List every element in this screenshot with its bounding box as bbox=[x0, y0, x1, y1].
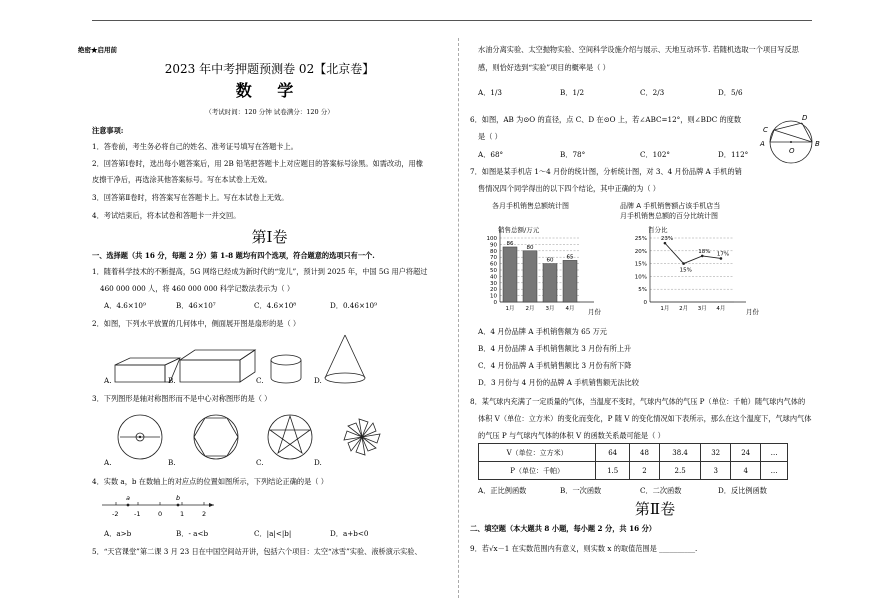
line-chart-xlabel: 月份 bbox=[746, 308, 759, 316]
table-cell: 3 bbox=[701, 462, 731, 480]
label-a: A bbox=[760, 140, 765, 148]
y-tick-label: 70 bbox=[490, 255, 497, 262]
q8-option-d: D．反比例函数 bbox=[718, 486, 767, 495]
q1-option-c: C．4.6×10⁸ bbox=[254, 301, 297, 310]
line-chart bbox=[620, 198, 770, 320]
q6-option-a: A．68° bbox=[478, 150, 504, 159]
shape-c-circle bbox=[268, 415, 312, 459]
q7-option-a: A．4 月份品牌 A 手机销售额为 65 万元 bbox=[478, 327, 607, 336]
point-a bbox=[127, 504, 130, 507]
x-tick-label: 1月 bbox=[660, 306, 670, 312]
q2-option-b: B. bbox=[168, 376, 176, 385]
y-tick-label: 30 bbox=[490, 280, 497, 287]
q8-option-c: C．二次函数 bbox=[640, 486, 682, 495]
label-b: b bbox=[176, 494, 181, 502]
q6-option-b: B．78° bbox=[560, 150, 586, 159]
table-cell: 64 bbox=[596, 444, 630, 462]
label-b: B bbox=[815, 140, 820, 148]
q3-option-b: B. bbox=[168, 458, 176, 467]
point-value-label: 18% bbox=[698, 248, 711, 255]
y-tick-label: 60 bbox=[490, 261, 497, 268]
number-line-figure bbox=[102, 494, 222, 520]
x-tick-label: 3月 bbox=[697, 306, 707, 312]
q4-option-d: D．a+b<0 bbox=[330, 529, 369, 538]
q4-option-c: C．|a|<|b| bbox=[254, 529, 292, 538]
table-cell: 2.5 bbox=[660, 462, 701, 480]
bar-chart bbox=[470, 198, 610, 320]
shape-c-star bbox=[270, 416, 310, 453]
data-point bbox=[720, 257, 723, 260]
note-2: 2．回答第Ⅰ卷时，选出每小题答案后，用 2B 铅笔把答题卡上对应题目的答案标号涂黑。如需改动，用橡 bbox=[92, 159, 423, 168]
bar-chart-ylabel: 销售总额/万元 bbox=[498, 226, 540, 234]
section1-heading: 一、选择题（共 16 分，每题 2 分）第 1-8 题均有四个选项，符合题意的选项只有一个. bbox=[92, 251, 375, 260]
cuboid-front bbox=[180, 360, 240, 382]
table-cell: 24 bbox=[731, 444, 761, 462]
y-tick-label: 20 bbox=[490, 287, 497, 294]
q2-option-d: D. bbox=[314, 376, 322, 385]
bar-value-label: 65 bbox=[566, 254, 574, 261]
q7-line1: 7．如图是某手机店 1～4 月份的统计图，分析统计图，对 3、4 月份品牌 A 手机的销 bbox=[470, 167, 742, 176]
label-a: a bbox=[126, 494, 130, 502]
q3-option-d: D. bbox=[314, 458, 322, 467]
table-cell: … bbox=[761, 444, 788, 462]
q1-option-d: D．0.46×10⁹ bbox=[330, 301, 378, 310]
label-c: C bbox=[763, 126, 768, 134]
q2-option-c: C. bbox=[256, 376, 264, 385]
label-d: D bbox=[802, 114, 808, 122]
y-tick-label: 40 bbox=[490, 274, 497, 281]
q5-option-c: C．2/3 bbox=[640, 88, 665, 97]
table-cell: V（单位：立方米） bbox=[479, 444, 596, 462]
note-3: 3．回答第Ⅱ卷时，将答案写在答题卡上。写在本试卷上无效。 bbox=[92, 193, 289, 202]
bar bbox=[543, 264, 557, 302]
table-cell: … bbox=[761, 462, 788, 480]
table-row bbox=[479, 462, 788, 480]
column-divider bbox=[458, 38, 459, 598]
table-cell: P（单位：千帕） bbox=[479, 462, 596, 480]
y-tick-label: 10 bbox=[490, 293, 497, 300]
point-value-label: 15% bbox=[679, 267, 692, 274]
line-chart-title-1: 品牌 A 手机销售额占该手机店当 bbox=[620, 202, 721, 210]
cone-left bbox=[325, 335, 345, 378]
table-cell: 48 bbox=[630, 444, 660, 462]
point-value-label: 23% bbox=[660, 236, 674, 243]
table-row bbox=[479, 444, 788, 462]
note-1: 1．答卷前，考生务必将自己的姓名、准考证号填写在答题卡上。 bbox=[92, 142, 298, 151]
subject-title: 数 学 bbox=[235, 81, 304, 100]
q6-option-d: D．112° bbox=[718, 150, 749, 159]
y-tick-label: 100 bbox=[486, 236, 497, 242]
notes-title: 注意事项: bbox=[92, 126, 124, 135]
y-tick-label: 15% bbox=[634, 261, 647, 268]
bar-value-label: 80 bbox=[526, 244, 534, 251]
y-tick-label: 10% bbox=[634, 274, 647, 281]
q8-line3: 的气压 P 与气球内气体的体积 V 的函数关系最可能是（ ） bbox=[478, 431, 665, 440]
q7-option-b: B．4 月份品牌 A 手机销售额比 3 月份有所上升 bbox=[478, 344, 632, 353]
bar bbox=[523, 251, 537, 302]
y-tick-label: 0 bbox=[493, 300, 497, 306]
x-tick-label: 3月 bbox=[545, 306, 555, 312]
y-tick-label: 5% bbox=[638, 287, 647, 294]
exam-info: （考试时间：120 分钟 试卷满分：120 分） bbox=[205, 108, 334, 116]
tick-0: 0 bbox=[158, 510, 163, 518]
table-cell: 38.4 bbox=[660, 444, 701, 462]
part2-title: 第Ⅱ卷 bbox=[634, 500, 676, 518]
header-rule bbox=[92, 20, 812, 21]
label-o: O bbox=[789, 147, 795, 155]
q5-line2: 水油分离实验、太空抛物实验、空间科学设施介绍与展示、天地互动环节. 若随机选取一个项目写反思 bbox=[478, 45, 799, 54]
q5-line3: 感，则恰好选到“实验”项目的概率是（ ） bbox=[478, 63, 610, 72]
y-tick-label: 20% bbox=[634, 248, 647, 255]
q6-line2: 是（ ） bbox=[478, 132, 502, 141]
y-tick-label: 90 bbox=[490, 242, 497, 249]
note-4: 4．考试结束后，将本试卷和答题卡一并交回。 bbox=[92, 211, 241, 220]
prism-front bbox=[115, 365, 165, 382]
table-cell: 4 bbox=[731, 462, 761, 480]
q8-option-a: A．正比例函数 bbox=[478, 486, 527, 495]
data-point bbox=[701, 255, 704, 258]
q4-stem: 4．实数 a，b 在数轴上的对应点的位置如图所示，下列结论正确的是（ ） bbox=[92, 477, 328, 486]
x-tick-label: 4月 bbox=[716, 306, 726, 312]
tick-neg2: -2 bbox=[112, 510, 119, 518]
note-2b: 皮擦干净后，再选涂其他答案标号。写在本试卷上无效。 bbox=[92, 175, 272, 184]
q2-option-a: A. bbox=[104, 376, 112, 385]
y-tick-label: 25% bbox=[634, 236, 647, 242]
x-tick-label: 1月 bbox=[505, 306, 515, 312]
q3-option-a: A. bbox=[104, 458, 112, 467]
bar bbox=[563, 260, 577, 302]
q3-option-c: C. bbox=[256, 458, 264, 467]
q3-stem: 3．下列图形是轴对称图形而不是中心对称图形的是（ ） bbox=[92, 394, 272, 403]
q1-option-b: B．46×10⁷ bbox=[176, 301, 216, 310]
q1-line1: 1．随着科学技术的不断提高，5G 网络已经成为新时代的“宠儿”，预计到 2025 年，中国 5G 用户将超过 bbox=[92, 267, 428, 276]
shape-b-circle bbox=[194, 415, 238, 459]
q4-option-b: B．- a<b bbox=[176, 529, 209, 538]
q9-stem: 9．若√x－1 在实数范围内有意义，则实数 x 的取值范围是 __________. bbox=[470, 544, 698, 553]
data-point bbox=[682, 262, 685, 265]
line-chart-ylabel: 百分比 bbox=[648, 226, 668, 234]
q5-option-a: A．1/3 bbox=[478, 88, 502, 97]
q5-option-b: B．1/2 bbox=[560, 88, 585, 97]
x-tick-label: 2月 bbox=[679, 306, 689, 312]
cylinder-top bbox=[271, 355, 301, 365]
secret-mark: 绝密★启用前 bbox=[78, 46, 117, 54]
y-tick-label: 80 bbox=[490, 248, 497, 255]
q8-line1: 8．某气球内充满了一定质量的气体，当温度不变时，气球内气体的气压 P（单位：千帕）随气球内气体的 bbox=[470, 397, 806, 406]
tick-2: 2 bbox=[202, 510, 207, 518]
q8-table bbox=[478, 443, 788, 480]
y-tick-label: 50 bbox=[490, 268, 497, 274]
tick-neg1: -1 bbox=[134, 510, 141, 518]
bar-chart-xlabel: 月份 bbox=[588, 308, 601, 316]
q2-stem: 2．如图，下列水平放置的几何体中，侧面展开图是扇形的是（ ） bbox=[92, 319, 301, 328]
q8-line2: 体积 V（单位：立方米）的变化而变化，P 随 V 的变化情况如下表所示，那么在这个温度下，气球内气体 bbox=[478, 414, 812, 423]
table-cell: 32 bbox=[701, 444, 731, 462]
q6-circle-figure bbox=[758, 108, 828, 160]
table-cell: 1.5 bbox=[596, 462, 630, 480]
bar-chart-title: 各月手机销售总额统计图 bbox=[492, 202, 569, 210]
bar-value-label: 86 bbox=[506, 240, 514, 247]
cuboid-side bbox=[240, 350, 255, 382]
x-tick-label: 2月 bbox=[525, 306, 535, 312]
q7-line2: 售情况四个同学得出的以下四个结论，其中正确的为（ ） bbox=[478, 184, 660, 193]
line-chart-title-2: 月手机销售总额的百分比统计图 bbox=[620, 212, 718, 220]
bar-value-label: 60 bbox=[546, 257, 554, 264]
q6-option-c: C．102° bbox=[640, 150, 670, 159]
q4-option-a: A．a>b bbox=[104, 529, 132, 538]
data-point bbox=[664, 242, 667, 245]
part1-title: 第Ⅰ卷 bbox=[251, 228, 288, 246]
cuboid-top bbox=[180, 350, 255, 360]
cone-right bbox=[345, 335, 365, 378]
point-b bbox=[177, 504, 180, 507]
table-cell: 2 bbox=[630, 462, 660, 480]
section2-heading: 二、填空题（本大题共 8 小题，每小题 2 分，共 16 分） bbox=[470, 524, 656, 533]
q1-line2: 460 000 000 人，将 460 000 000 科学记数法表示为（ ） bbox=[100, 284, 295, 293]
exam-title: 2023 年中考押题预测卷 02【北京卷】 bbox=[164, 62, 375, 76]
prism-top bbox=[115, 358, 180, 365]
tick-1: 1 bbox=[180, 510, 185, 518]
q7-option-c: C．4 月份品牌 A 手机销售额比 3 月份有所下降 bbox=[478, 361, 632, 370]
q7-option-d: D．3 月份与 4 月份的品牌 A 手机销售额无法比较 bbox=[478, 378, 639, 387]
shape-b-hexagon bbox=[194, 418, 238, 456]
q6-line1: 6．如图，AB 为⊙O 的直径，点 C、D 在⊙O 上，若∠ABC=12°，则∠BDC 的度数 bbox=[470, 115, 742, 124]
shape-d-pinwheel bbox=[344, 419, 380, 455]
y-tick-label: 0 bbox=[643, 300, 647, 306]
point-value-label: 17% bbox=[716, 251, 730, 258]
q3-shapes-figure bbox=[100, 412, 390, 462]
q2-solids-figure bbox=[100, 330, 380, 390]
bar bbox=[503, 247, 517, 302]
q1-option-a: A．4.6×10⁹ bbox=[104, 301, 146, 310]
x-tick-label: 4月 bbox=[565, 306, 575, 312]
q8-option-b: B．一次函数 bbox=[560, 486, 602, 495]
q5-option-d: D．5/6 bbox=[718, 88, 743, 97]
series-line bbox=[665, 243, 721, 263]
q5-line1: 5．“天宫课堂”第二课 3 月 23 日在中国空间站开讲，包括六个项目：太空“冰雪”实验、液桥演示实验、 bbox=[92, 547, 422, 556]
